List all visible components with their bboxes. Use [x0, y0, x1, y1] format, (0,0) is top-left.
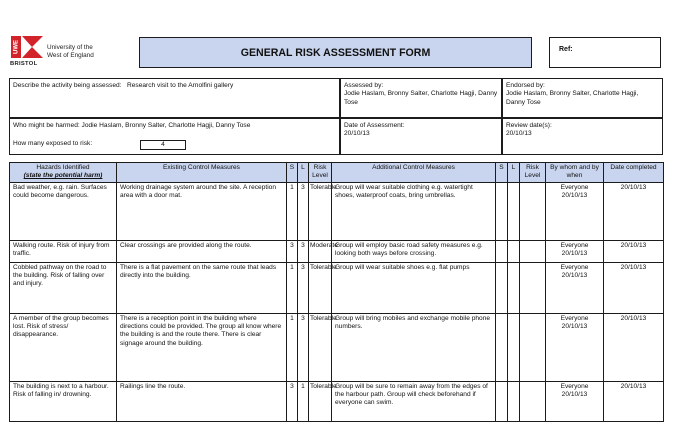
- cell-by-whom[interactable]: Everyone 20/10/13: [546, 314, 604, 382]
- cell-risk[interactable]: Tolerable: [309, 183, 332, 241]
- form-title: GENERAL RISK ASSESSMENT FORM: [139, 37, 532, 68]
- cell-l2[interactable]: [508, 183, 520, 241]
- assessed-by-box: [340, 78, 502, 118]
- cell-risk2[interactable]: [520, 382, 546, 422]
- cell-date-completed[interactable]: 20/10/13: [604, 382, 664, 422]
- endorsed-by-box: [502, 78, 663, 118]
- university-city: BRISTOL: [10, 61, 38, 67]
- cell-s2[interactable]: [496, 382, 508, 422]
- cell-l[interactable]: 1: [298, 382, 309, 422]
- header-risk: Risk Level: [309, 163, 332, 183]
- cell-existing[interactable]: Railings line the route.: [117, 382, 287, 422]
- table-row: [10, 314, 664, 382]
- review-dates-label: Review date(s):: [506, 122, 552, 129]
- cell-existing[interactable]: Clear crossings are provided along the route.: [117, 241, 287, 263]
- cell-s[interactable]: 1: [287, 263, 298, 314]
- endorsed-by-label: Endorsed by:: [506, 82, 545, 89]
- cell-risk[interactable]: Tolerable: [309, 314, 332, 382]
- activity-label: Describe the activity being assessed:: [13, 82, 122, 89]
- cell-existing[interactable]: There is a flat pavement on the same route that leads directly into the building.: [117, 263, 287, 314]
- header-risk2: Risk Level: [520, 163, 546, 183]
- cell-s[interactable]: 3: [287, 241, 298, 263]
- header-s2: S: [496, 163, 508, 183]
- cell-date-completed[interactable]: 20/10/13: [604, 314, 664, 382]
- cell-hazard[interactable]: The building is next to a harbour. Risk of falling in/ drowning.: [10, 382, 117, 422]
- header-l: L: [298, 163, 309, 183]
- review-dates-box: [502, 118, 663, 155]
- who-harmed-label: Who might be harmed:: [13, 122, 80, 129]
- ref-label: Ref:: [559, 46, 573, 53]
- cell-risk2[interactable]: [520, 183, 546, 241]
- cell-date-completed[interactable]: 20/10/13: [604, 241, 664, 263]
- cell-l2[interactable]: [508, 382, 520, 422]
- cell-risk[interactable]: Tolerable: [309, 382, 332, 422]
- cell-hazard[interactable]: Cobbled pathway on the road to the building. Risk of falling over and injury.: [10, 263, 117, 314]
- university-name: University of the West of England: [47, 44, 94, 59]
- cell-s[interactable]: 1: [287, 314, 298, 382]
- uwe-logo-text: UWE: [13, 40, 20, 54]
- cell-l[interactable]: 3: [298, 263, 309, 314]
- header-date-completed: Date completed: [604, 163, 664, 183]
- cell-by-whom[interactable]: Everyone 20/10/13: [546, 241, 604, 263]
- cell-risk2[interactable]: [520, 314, 546, 382]
- cell-risk[interactable]: Tolerable: [309, 263, 332, 314]
- cell-risk2[interactable]: [520, 263, 546, 314]
- cell-s[interactable]: 3: [287, 382, 298, 422]
- cell-l2[interactable]: [508, 314, 520, 382]
- date-assessment-value[interactable]: 20/10/13: [344, 130, 370, 138]
- header-existing: Existing Control Measures: [117, 163, 287, 183]
- exposed-count-field[interactable]: 4: [140, 140, 186, 150]
- header-hazards: Hazards Identified (state the potential harm): [10, 163, 117, 183]
- header-l2: L: [508, 163, 520, 183]
- cell-by-whom[interactable]: Everyone 20/10/13: [546, 183, 604, 241]
- cell-additional[interactable]: Group will employ basic road safety measures e.g. looking both ways before crossing.: [332, 241, 496, 263]
- cell-additional[interactable]: Group will bring mobiles and exchange mobile phone numbers.: [332, 314, 496, 382]
- cell-s2[interactable]: [496, 263, 508, 314]
- uwe-logo-mark: [10, 34, 44, 60]
- cell-by-whom[interactable]: Everyone 20/10/13: [546, 263, 604, 314]
- cell-s2[interactable]: [496, 241, 508, 263]
- header-additional: Additional Control Measures: [332, 163, 496, 183]
- review-dates-value[interactable]: 20/10/13: [506, 130, 532, 138]
- table-row: [10, 263, 664, 314]
- assessed-by-value[interactable]: Jodie Haslam, Bronny Salter, Charlotte Hagji, Danny Tose: [344, 90, 498, 106]
- cell-hazard[interactable]: Bad weather, e.g. rain. Surfaces could become dangerous.: [10, 183, 117, 241]
- cell-existing[interactable]: There is a reception point in the building where directions could be provided. The group all know where the building is and the route there. There is clear signage around the building.: [117, 314, 287, 382]
- cell-date-completed[interactable]: 20/10/13: [604, 263, 664, 314]
- activity-box: [9, 78, 340, 118]
- cell-s2[interactable]: [496, 314, 508, 382]
- cell-existing[interactable]: Working drainage system around the site. A reception area with a door mat.: [117, 183, 287, 241]
- table-row: [10, 183, 664, 241]
- date-assessment-label: Date of Assessment:: [344, 122, 405, 129]
- cell-l[interactable]: 3: [298, 183, 309, 241]
- cell-l[interactable]: 3: [298, 241, 309, 263]
- cell-hazard[interactable]: Walking route. Risk of injury from traffic.: [10, 241, 117, 263]
- cell-hazard[interactable]: A member of the group becomes lost. Risk of stress/ disappearance.: [10, 314, 117, 382]
- cell-additional[interactable]: Group will be sure to remain away from the edges of the harbour path. Group will check beforehand if everyone can swim.: [332, 382, 496, 422]
- cell-date-completed[interactable]: 20/10/13: [604, 183, 664, 241]
- cell-additional[interactable]: Group will wear suitable shoes e.g. flat pumps: [332, 263, 496, 314]
- activity-value[interactable]: Research visit to the Arnolfini gallery: [127, 82, 234, 89]
- header-s: S: [287, 163, 298, 183]
- table-header-row: [10, 163, 664, 183]
- uwe-logo: [10, 34, 105, 68]
- cell-l[interactable]: 3: [298, 314, 309, 382]
- ref-field[interactable]: [549, 37, 661, 68]
- header-by-whom: By whom and by when: [546, 163, 604, 183]
- cell-l2[interactable]: [508, 263, 520, 314]
- cell-risk[interactable]: Moderate: [309, 241, 332, 263]
- date-assessment-box: [340, 118, 502, 155]
- table-row: [10, 382, 664, 422]
- assessed-by-label: Assessed by:: [344, 82, 384, 89]
- cell-by-whom[interactable]: Everyone 20/10/13: [546, 382, 604, 422]
- endorsed-by-value[interactable]: Jodie Haslam, Bronny Salter, Charlotte Hagji, Danny Tose: [506, 90, 639, 106]
- cell-l2[interactable]: [508, 241, 520, 263]
- cell-additional[interactable]: Group will wear suitable clothing e.g. watertight shoes, waterproof coats, bring umbrellas.: [332, 183, 496, 241]
- header-hazards-sub: (state the potential harm): [23, 172, 103, 180]
- cell-s2[interactable]: [496, 183, 508, 241]
- exposed-label: How many exposed to risk:: [13, 140, 93, 148]
- cell-s[interactable]: 1: [287, 183, 298, 241]
- who-harmed-value[interactable]: Jodie Haslam, Bronny Salter, Charlotte Hagji, Danny Tose: [81, 122, 251, 129]
- cell-risk2[interactable]: [520, 241, 546, 263]
- table-row: [10, 241, 664, 263]
- risk-assessment-table: [9, 162, 664, 422]
